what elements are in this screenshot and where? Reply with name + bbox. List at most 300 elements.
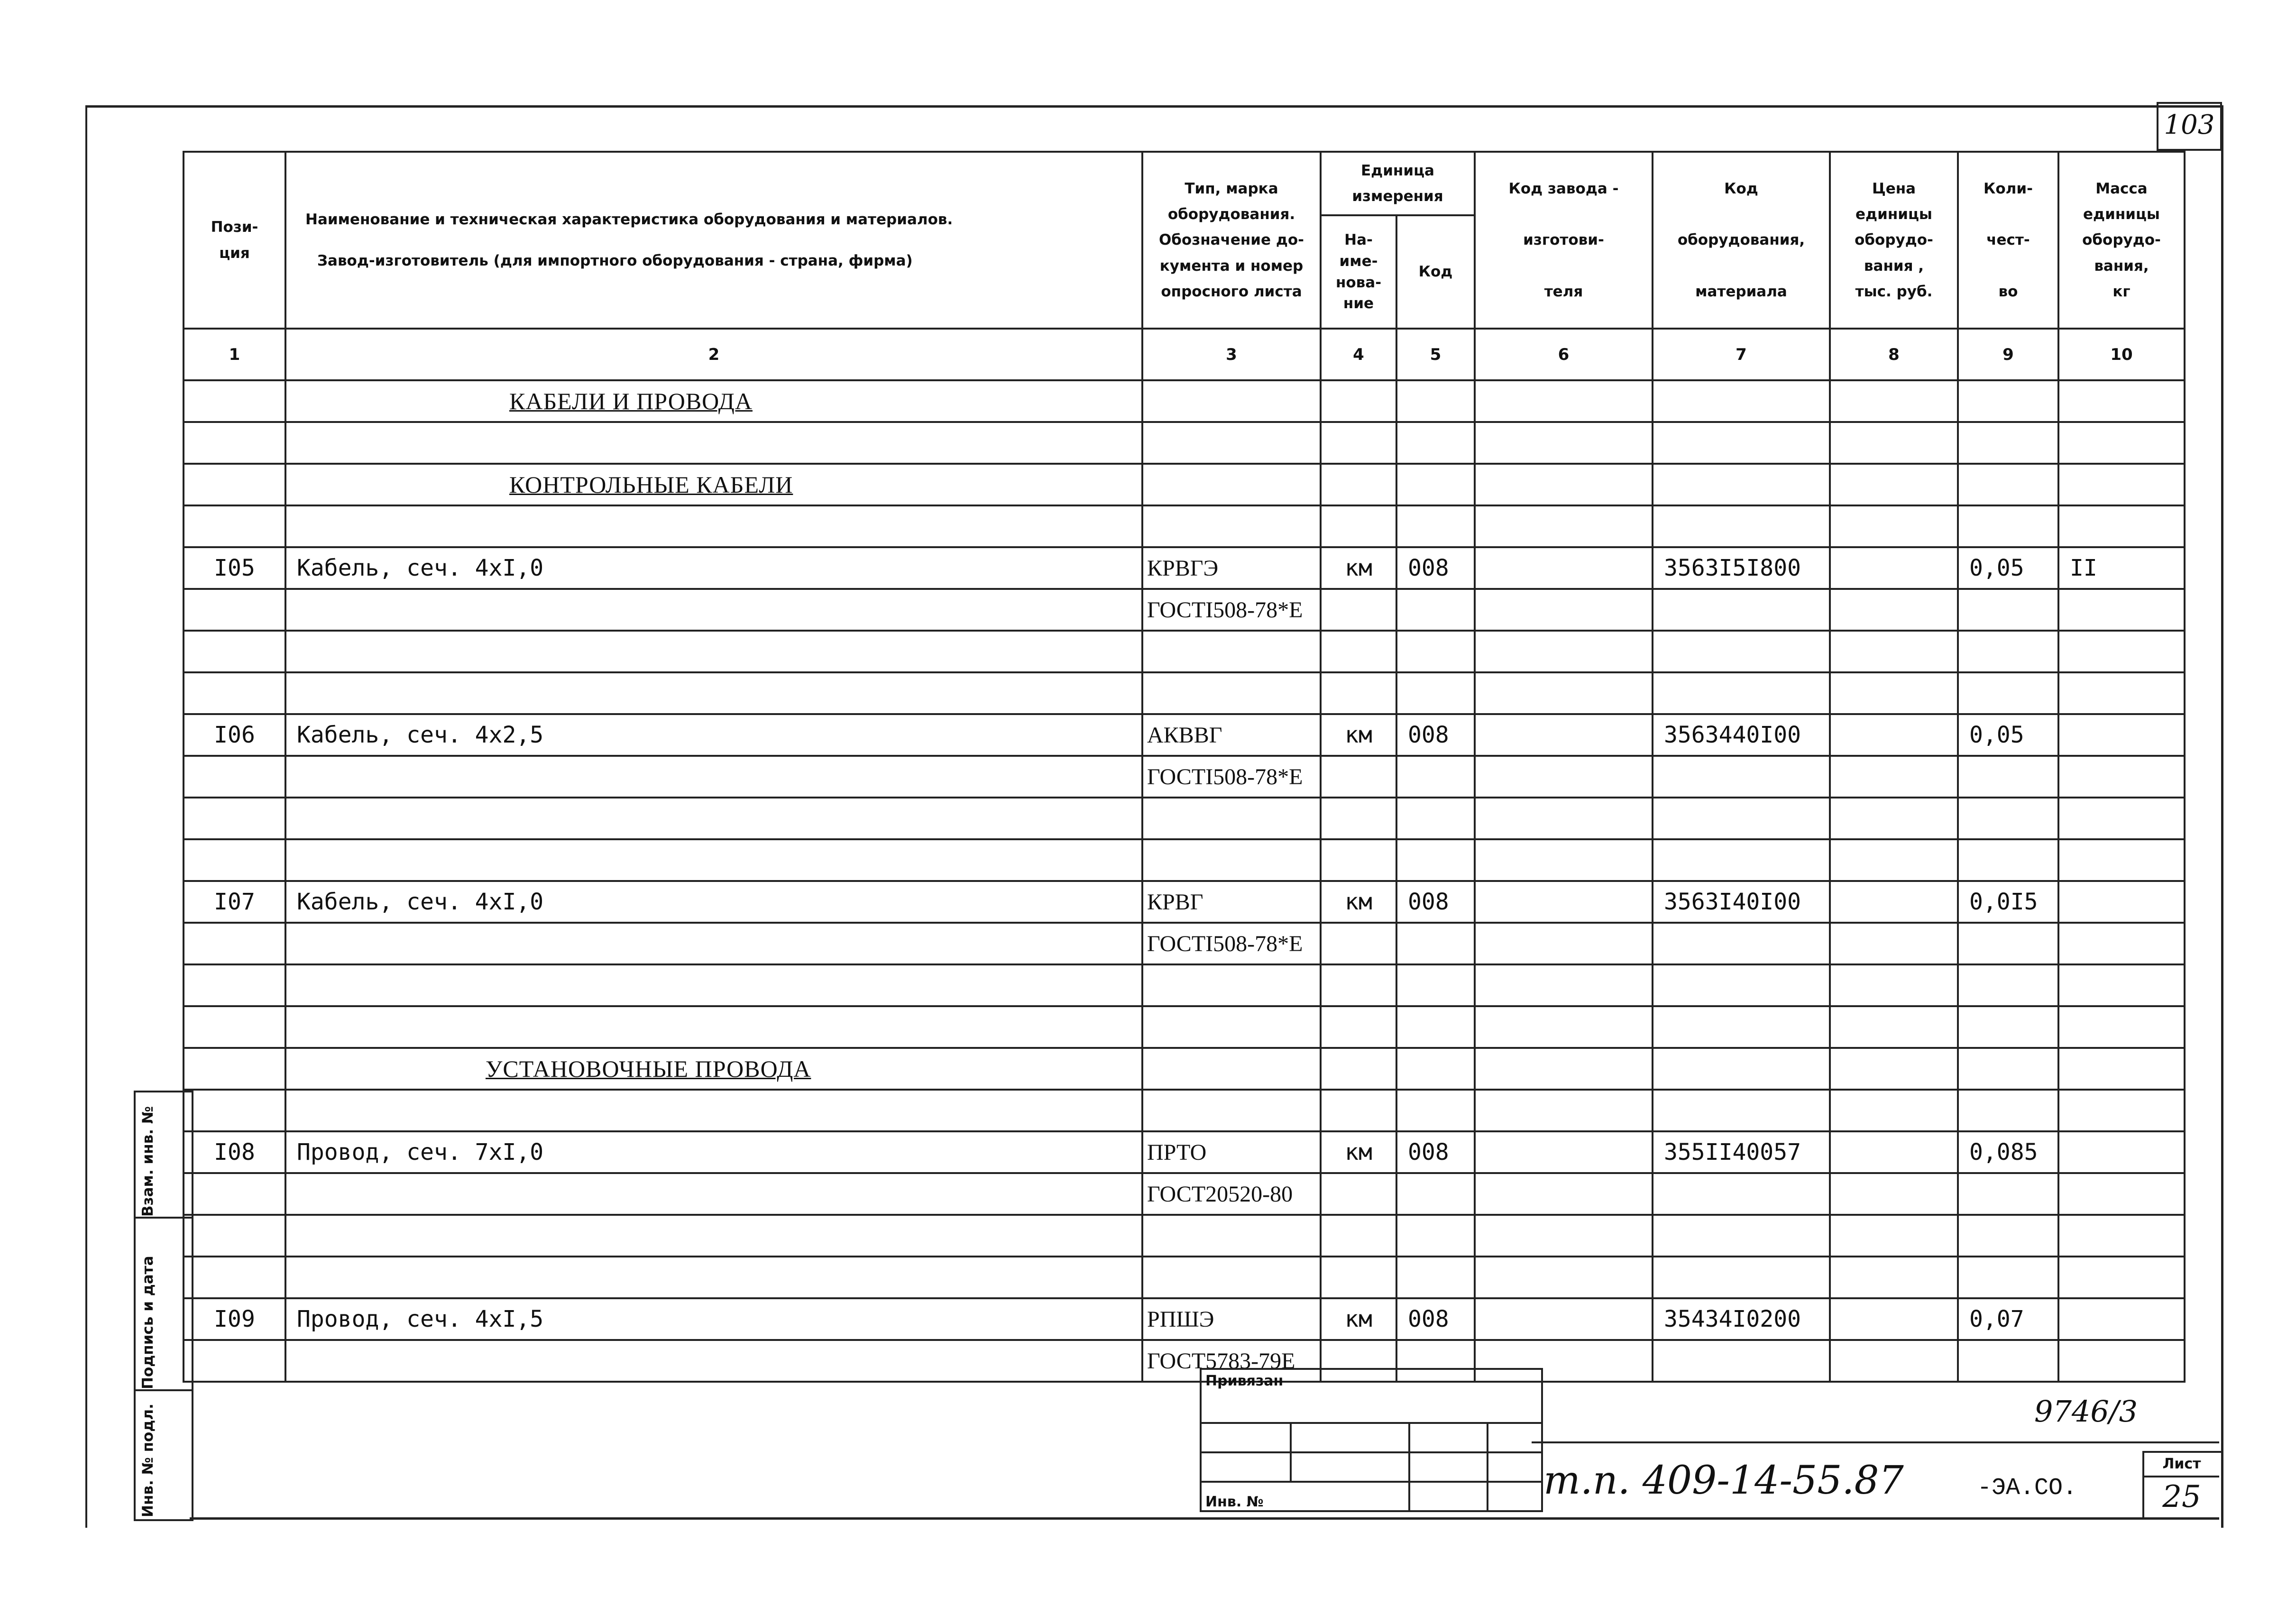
column-number: 1 <box>184 329 285 380</box>
header-text: Код завода - <box>1508 180 1619 197</box>
item-row <box>184 881 2185 923</box>
mass-cell <box>2058 1048 2185 1090</box>
column-number: 5 <box>1396 329 1475 380</box>
header-text: единицы <box>1855 206 1932 223</box>
mass-cell <box>2058 631 2185 672</box>
item-code-cell <box>1653 1090 1830 1131</box>
table-row <box>184 1173 2185 1215</box>
name-cell <box>285 631 1142 672</box>
maker-code-cell <box>1475 631 1653 672</box>
project-number: т.п. 409-14-55.87 <box>1543 1458 1904 1503</box>
table-row <box>184 422 2185 464</box>
position-cell <box>184 923 285 964</box>
unit-code-cell: 008 <box>1396 1298 1475 1340</box>
price-cell <box>1830 1215 1958 1257</box>
price-cell <box>1830 798 1958 839</box>
document-cell <box>1142 964 1321 1006</box>
unit-code-cell <box>1396 380 1475 422</box>
unit-code-cell <box>1396 1257 1475 1298</box>
stamp-cell <box>1409 1423 1488 1452</box>
table-row <box>184 839 2185 881</box>
maker-code-cell <box>1475 964 1653 1006</box>
header-text: кг <box>2112 283 2131 300</box>
position-cell <box>184 464 285 505</box>
mass-cell <box>2058 881 2185 923</box>
mass-cell <box>2058 1090 2185 1131</box>
table-row <box>184 964 2185 1006</box>
title-block-divider <box>1532 1441 2219 1443</box>
unit-name-cell <box>1321 1215 1396 1257</box>
column-number: 2 <box>285 329 1142 380</box>
column-number: 3 <box>1142 329 1321 380</box>
inventory-label: Инв. № <box>1201 1482 1409 1511</box>
quantity-cell <box>1958 631 2058 672</box>
price-cell <box>1830 547 1958 589</box>
maker-code-cell <box>1475 1257 1653 1298</box>
price-cell <box>1830 589 1958 631</box>
price-cell <box>1830 923 1958 964</box>
document-cell: КРВГ <box>1142 881 1321 923</box>
name-cell <box>285 1006 1142 1048</box>
maker-code-cell <box>1475 839 1653 881</box>
column-number: 6 <box>1475 329 1653 380</box>
unit-name-cell: км <box>1321 881 1396 923</box>
item-code-cell <box>1653 589 1830 631</box>
header-position <box>184 152 285 329</box>
quantity-cell <box>1958 1257 2058 1298</box>
column-number: 8 <box>1830 329 1958 380</box>
unit-code-cell <box>1396 1173 1475 1215</box>
table-row <box>184 589 2185 631</box>
position-cell: I05 <box>184 547 285 589</box>
item-code-cell <box>1653 505 1830 547</box>
stamp-cell <box>1488 1482 1542 1511</box>
section-title <box>285 380 1142 422</box>
position-cell: I07 <box>184 881 285 923</box>
name-cell: Кабель, сеч. 4х2,5 <box>285 714 1142 756</box>
document-cell <box>1142 672 1321 714</box>
header-text: Обозначение до- <box>1158 231 1304 249</box>
header-text: Завод-изготовитель (для импортного оборудования - страна, фирма) <box>317 252 913 269</box>
document-cell <box>1142 1090 1321 1131</box>
quantity-cell <box>1958 1006 2058 1048</box>
document-cell: ГОСТ20520-80 <box>1142 1173 1321 1215</box>
mass-cell <box>2058 756 2185 798</box>
quantity-cell <box>1958 1173 2058 1215</box>
binding-label: Привязан <box>1201 1369 1542 1423</box>
stamp-cell <box>1291 1423 1409 1452</box>
sheet-label: Лист <box>2144 1453 2219 1477</box>
unit-code-cell <box>1396 923 1475 964</box>
sheet-box <box>2142 1451 2221 1519</box>
unit-code-cell <box>1396 672 1475 714</box>
side-cell-vzam <box>136 1092 192 1219</box>
header-unit-name <box>1321 215 1396 329</box>
item-code-cell <box>1653 1006 1830 1048</box>
unit-code-cell: 008 <box>1396 881 1475 923</box>
section-title <box>285 1048 1142 1090</box>
quantity-cell <box>1958 798 2058 839</box>
item-code-cell: 35434I0200 <box>1653 1298 1830 1340</box>
item-code-cell: 355II40057 <box>1653 1131 1830 1173</box>
item-code-cell <box>1653 380 1830 422</box>
quantity-cell <box>1958 380 2058 422</box>
maker-code-cell <box>1475 672 1653 714</box>
stamp-cell <box>1488 1423 1542 1452</box>
maker-code-cell <box>1475 714 1653 756</box>
name-cell <box>285 1173 1142 1215</box>
document-cell <box>1142 1048 1321 1090</box>
table-row <box>184 672 2185 714</box>
document-cell: ГОСТI508-78*Е <box>1142 756 1321 798</box>
sheet-value: 25 <box>2162 1479 2201 1514</box>
document-cell <box>1142 631 1321 672</box>
mass-cell <box>2058 839 2185 881</box>
header-text: Тип, марка <box>1185 180 1278 197</box>
document-cell <box>1142 1215 1321 1257</box>
position-cell <box>184 672 285 714</box>
header-text: изготови- <box>1523 231 1604 249</box>
header-mass <box>2058 152 2185 329</box>
section-title <box>285 464 1142 505</box>
header-text: единицы <box>2083 206 2160 223</box>
price-cell <box>1830 881 1958 923</box>
name-cell <box>285 1257 1142 1298</box>
specification-table <box>183 151 2186 1383</box>
quantity-cell: 0,07 <box>1958 1298 2058 1340</box>
price-cell <box>1830 1340 1958 1382</box>
item-row <box>184 1298 2185 1340</box>
position-cell <box>184 1215 285 1257</box>
maker-code-cell <box>1475 380 1653 422</box>
stamp-cell <box>1201 1452 1291 1482</box>
name-cell <box>285 505 1142 547</box>
position-cell <box>184 1048 285 1090</box>
unit-name-cell: км <box>1321 714 1396 756</box>
mass-cell <box>2058 1215 2185 1257</box>
section-row <box>184 464 2185 505</box>
side-cell-podpis <box>136 1219 192 1391</box>
name-cell <box>285 798 1142 839</box>
item-row <box>184 714 2185 756</box>
item-code-cell: 3563440I00 <box>1653 714 1830 756</box>
binding-stamp <box>1200 1368 1543 1512</box>
mass-cell <box>2058 380 2185 422</box>
header-row <box>184 152 2185 215</box>
price-cell <box>1830 422 1958 464</box>
quantity-cell: 0,0I5 <box>1958 881 2058 923</box>
name-cell <box>285 756 1142 798</box>
item-code-cell <box>1653 756 1830 798</box>
header-text: кумента и номер <box>1159 257 1304 275</box>
maker-code-cell <box>1475 756 1653 798</box>
item-code-cell <box>1653 964 1830 1006</box>
quantity-cell <box>1958 964 2058 1006</box>
name-cell: Кабель, сеч. 4хI,0 <box>285 881 1142 923</box>
quantity-cell <box>1958 672 2058 714</box>
position-cell <box>184 839 285 881</box>
unit-name-cell <box>1321 1173 1396 1215</box>
mass-cell <box>2058 1257 2185 1298</box>
document-cell <box>1142 380 1321 422</box>
name-cell <box>285 1090 1142 1131</box>
name-cell: Провод, сеч. 7хI,0 <box>285 1131 1142 1173</box>
maker-code-cell <box>1475 1006 1653 1048</box>
column-number: 4 <box>1321 329 1396 380</box>
unit-name-cell <box>1321 964 1396 1006</box>
bottom-border <box>190 1517 2219 1520</box>
unit-name-cell: км <box>1321 1298 1396 1340</box>
unit-name-cell <box>1321 631 1396 672</box>
maker-code-cell <box>1475 589 1653 631</box>
quantity-cell <box>1958 1048 2058 1090</box>
table-row <box>184 1257 2185 1298</box>
header-maker-code <box>1475 152 1653 329</box>
price-cell <box>1830 714 1958 756</box>
position-cell <box>184 1006 285 1048</box>
quantity-cell <box>1958 422 2058 464</box>
mass-cell <box>2058 1006 2185 1048</box>
document-code: -ЭА.СО. <box>1977 1475 2077 1502</box>
header-type <box>1142 152 1321 329</box>
document-cell <box>1142 1006 1321 1048</box>
quantity-cell <box>1958 1340 2058 1382</box>
header-text: вания, <box>2094 257 2149 275</box>
quantity-cell <box>1958 839 2058 881</box>
unit-name-cell <box>1321 1090 1396 1131</box>
maker-code-cell <box>1475 1298 1653 1340</box>
maker-code-cell <box>1475 1048 1653 1090</box>
table-row <box>184 756 2185 798</box>
unit-name-cell <box>1321 1006 1396 1048</box>
quantity-cell <box>1958 923 2058 964</box>
quantity-cell <box>1958 464 2058 505</box>
unit-name-cell: км <box>1321 547 1396 589</box>
price-cell <box>1830 380 1958 422</box>
document-cell <box>1142 798 1321 839</box>
mass-cell <box>2058 464 2185 505</box>
item-code-cell <box>1653 798 1830 839</box>
maker-code-cell <box>1475 505 1653 547</box>
item-code-cell <box>1653 1340 1830 1382</box>
unit-name-cell <box>1321 756 1396 798</box>
column-number: 9 <box>1958 329 2058 380</box>
position-cell <box>184 1340 285 1382</box>
unit-code-cell <box>1396 1215 1475 1257</box>
mass-cell <box>2058 798 2185 839</box>
mass-cell <box>2058 964 2185 1006</box>
header-text: чест- <box>1986 231 2030 249</box>
price-cell <box>1830 631 1958 672</box>
unit-name-cell <box>1321 422 1396 464</box>
unit-name-cell <box>1321 505 1396 547</box>
document-cell: АКВВГ <box>1142 714 1321 756</box>
stamp-cell <box>1291 1452 1409 1482</box>
price-cell <box>1830 1006 1958 1048</box>
quantity-cell: 0,05 <box>1958 714 2058 756</box>
position-cell <box>184 1257 285 1298</box>
mass-cell <box>2058 422 2185 464</box>
price-cell <box>1830 756 1958 798</box>
handwritten-note: 9746/3 <box>2034 1394 2138 1429</box>
table-row <box>184 1215 2185 1257</box>
quantity-cell: 0,085 <box>1958 1131 2058 1173</box>
column-number: 10 <box>2058 329 2185 380</box>
table-row <box>184 1006 2185 1048</box>
column-number-row <box>184 329 2185 380</box>
item-code-cell: 3563I5I800 <box>1653 547 1830 589</box>
unit-code-cell <box>1396 422 1475 464</box>
header-text: теля <box>1544 283 1583 300</box>
unit-code-cell: 008 <box>1396 714 1475 756</box>
document-cell <box>1142 1257 1321 1298</box>
price-cell <box>1830 1257 1958 1298</box>
document-cell: ГОСТ5783-79Е <box>1142 1340 1321 1382</box>
item-code-cell <box>1653 1048 1830 1090</box>
header-text: Коли- <box>1984 180 2033 197</box>
header-text: измерения <box>1352 188 1443 205</box>
position-cell: I09 <box>184 1298 285 1340</box>
price-cell <box>1830 839 1958 881</box>
price-cell <box>1830 964 1958 1006</box>
position-cell <box>184 631 285 672</box>
quantity-cell <box>1958 1215 2058 1257</box>
name-cell <box>285 589 1142 631</box>
sheet-number: 103 <box>2157 102 2222 151</box>
mass-cell: II <box>2058 547 2185 589</box>
unit-code-cell <box>1396 589 1475 631</box>
header-text: оборудования, <box>1677 231 1805 249</box>
maker-code-cell <box>1475 422 1653 464</box>
price-cell <box>1830 464 1958 505</box>
unit-name-cell <box>1321 923 1396 964</box>
position-cell <box>184 505 285 547</box>
stamp-cell <box>1488 1452 1542 1482</box>
header-text: вания , <box>1864 257 1924 275</box>
price-cell <box>1830 1048 1958 1090</box>
document-cell: ГОСТI508-78*Е <box>1142 589 1321 631</box>
price-cell <box>1830 1090 1958 1131</box>
table-row <box>184 1340 2185 1382</box>
header-text: Пози- <box>211 219 258 236</box>
unit-code-cell <box>1396 505 1475 547</box>
position-cell <box>184 798 285 839</box>
unit-name-cell <box>1321 589 1396 631</box>
unit-code-cell <box>1396 1090 1475 1131</box>
header-text: На- <box>1344 231 1373 248</box>
quantity-cell: 0,05 <box>1958 547 2058 589</box>
header-text: оборудо- <box>2082 231 2161 249</box>
document-cell: РПШЭ <box>1142 1298 1321 1340</box>
unit-name-cell <box>1321 464 1396 505</box>
unit-code-cell <box>1396 756 1475 798</box>
price-cell <box>1830 505 1958 547</box>
price-cell <box>1830 1298 1958 1340</box>
quantity-cell <box>1958 1090 2058 1131</box>
document-cell: КРВГЭ <box>1142 547 1321 589</box>
table-row <box>184 923 2185 964</box>
unit-code-cell: 008 <box>1396 547 1475 589</box>
header-price <box>1830 152 1958 329</box>
position-cell <box>184 1173 285 1215</box>
position-cell: I06 <box>184 714 285 756</box>
header-text: ция <box>219 244 250 262</box>
header-text: Масса <box>2095 180 2148 197</box>
name-cell <box>285 1215 1142 1257</box>
unit-name-cell <box>1321 798 1396 839</box>
table-row <box>184 798 2185 839</box>
stamp-cell <box>1201 1423 1291 1452</box>
mass-cell <box>2058 923 2185 964</box>
header-text: материала <box>1695 283 1787 300</box>
item-code-cell <box>1653 1257 1830 1298</box>
item-row <box>184 1131 2185 1173</box>
header-item-code <box>1653 152 1830 329</box>
header-unit-code: Код <box>1396 215 1475 329</box>
document-cell: ГОСТI508-78*Е <box>1142 923 1321 964</box>
name-cell <box>285 839 1142 881</box>
mass-cell <box>2058 672 2185 714</box>
name-cell: Провод, сеч. 4хI,5 <box>285 1298 1142 1340</box>
maker-code-cell <box>1475 547 1653 589</box>
position-cell <box>184 589 285 631</box>
position-cell <box>184 964 285 1006</box>
unit-name-cell: км <box>1321 1131 1396 1173</box>
name-cell: Кабель, сеч. 4хI,0 <box>285 547 1142 589</box>
header-text: Код <box>1724 180 1758 197</box>
position-cell <box>184 756 285 798</box>
mass-cell <box>2058 1340 2185 1382</box>
name-cell <box>285 422 1142 464</box>
item-code-cell <box>1653 631 1830 672</box>
item-code-cell <box>1653 923 1830 964</box>
header-text: тыс. руб. <box>1855 283 1933 300</box>
header-text: во <box>1998 283 2018 300</box>
unit-code-cell <box>1396 1048 1475 1090</box>
mass-cell <box>2058 1173 2185 1215</box>
item-code-cell: 3563I40I00 <box>1653 881 1830 923</box>
header-text: Единица <box>1361 162 1434 179</box>
unit-code-cell <box>1396 964 1475 1006</box>
document-cell <box>1142 839 1321 881</box>
table-row <box>184 631 2185 672</box>
header-text: оборудования. <box>1167 206 1295 223</box>
mass-cell <box>2058 1298 2185 1340</box>
name-cell <box>285 923 1142 964</box>
name-cell <box>285 672 1142 714</box>
header-text: оборудо- <box>1855 231 1933 249</box>
unit-code-cell <box>1396 631 1475 672</box>
position-cell <box>184 380 285 422</box>
item-code-cell <box>1653 672 1830 714</box>
header-text: Цена <box>1872 180 1916 197</box>
maker-code-cell <box>1475 881 1653 923</box>
section-heading: КОНТРОЛЬНЫЕ КАБЕЛИ <box>509 471 793 498</box>
document-cell <box>1142 422 1321 464</box>
maker-code-cell <box>1475 464 1653 505</box>
header-text: опросного листа <box>1161 283 1302 300</box>
name-cell <box>285 1340 1142 1382</box>
maker-code-cell <box>1475 1131 1653 1173</box>
mass-cell <box>2058 505 2185 547</box>
unit-code-cell <box>1396 798 1475 839</box>
side-label: Подпись и дата <box>139 1256 156 1389</box>
quantity-cell <box>1958 589 2058 631</box>
header-name <box>285 152 1142 329</box>
side-label: Взам. инв. № <box>139 1106 156 1217</box>
header-text: нова- <box>1335 274 1382 291</box>
header-text: ние <box>1343 295 1374 312</box>
